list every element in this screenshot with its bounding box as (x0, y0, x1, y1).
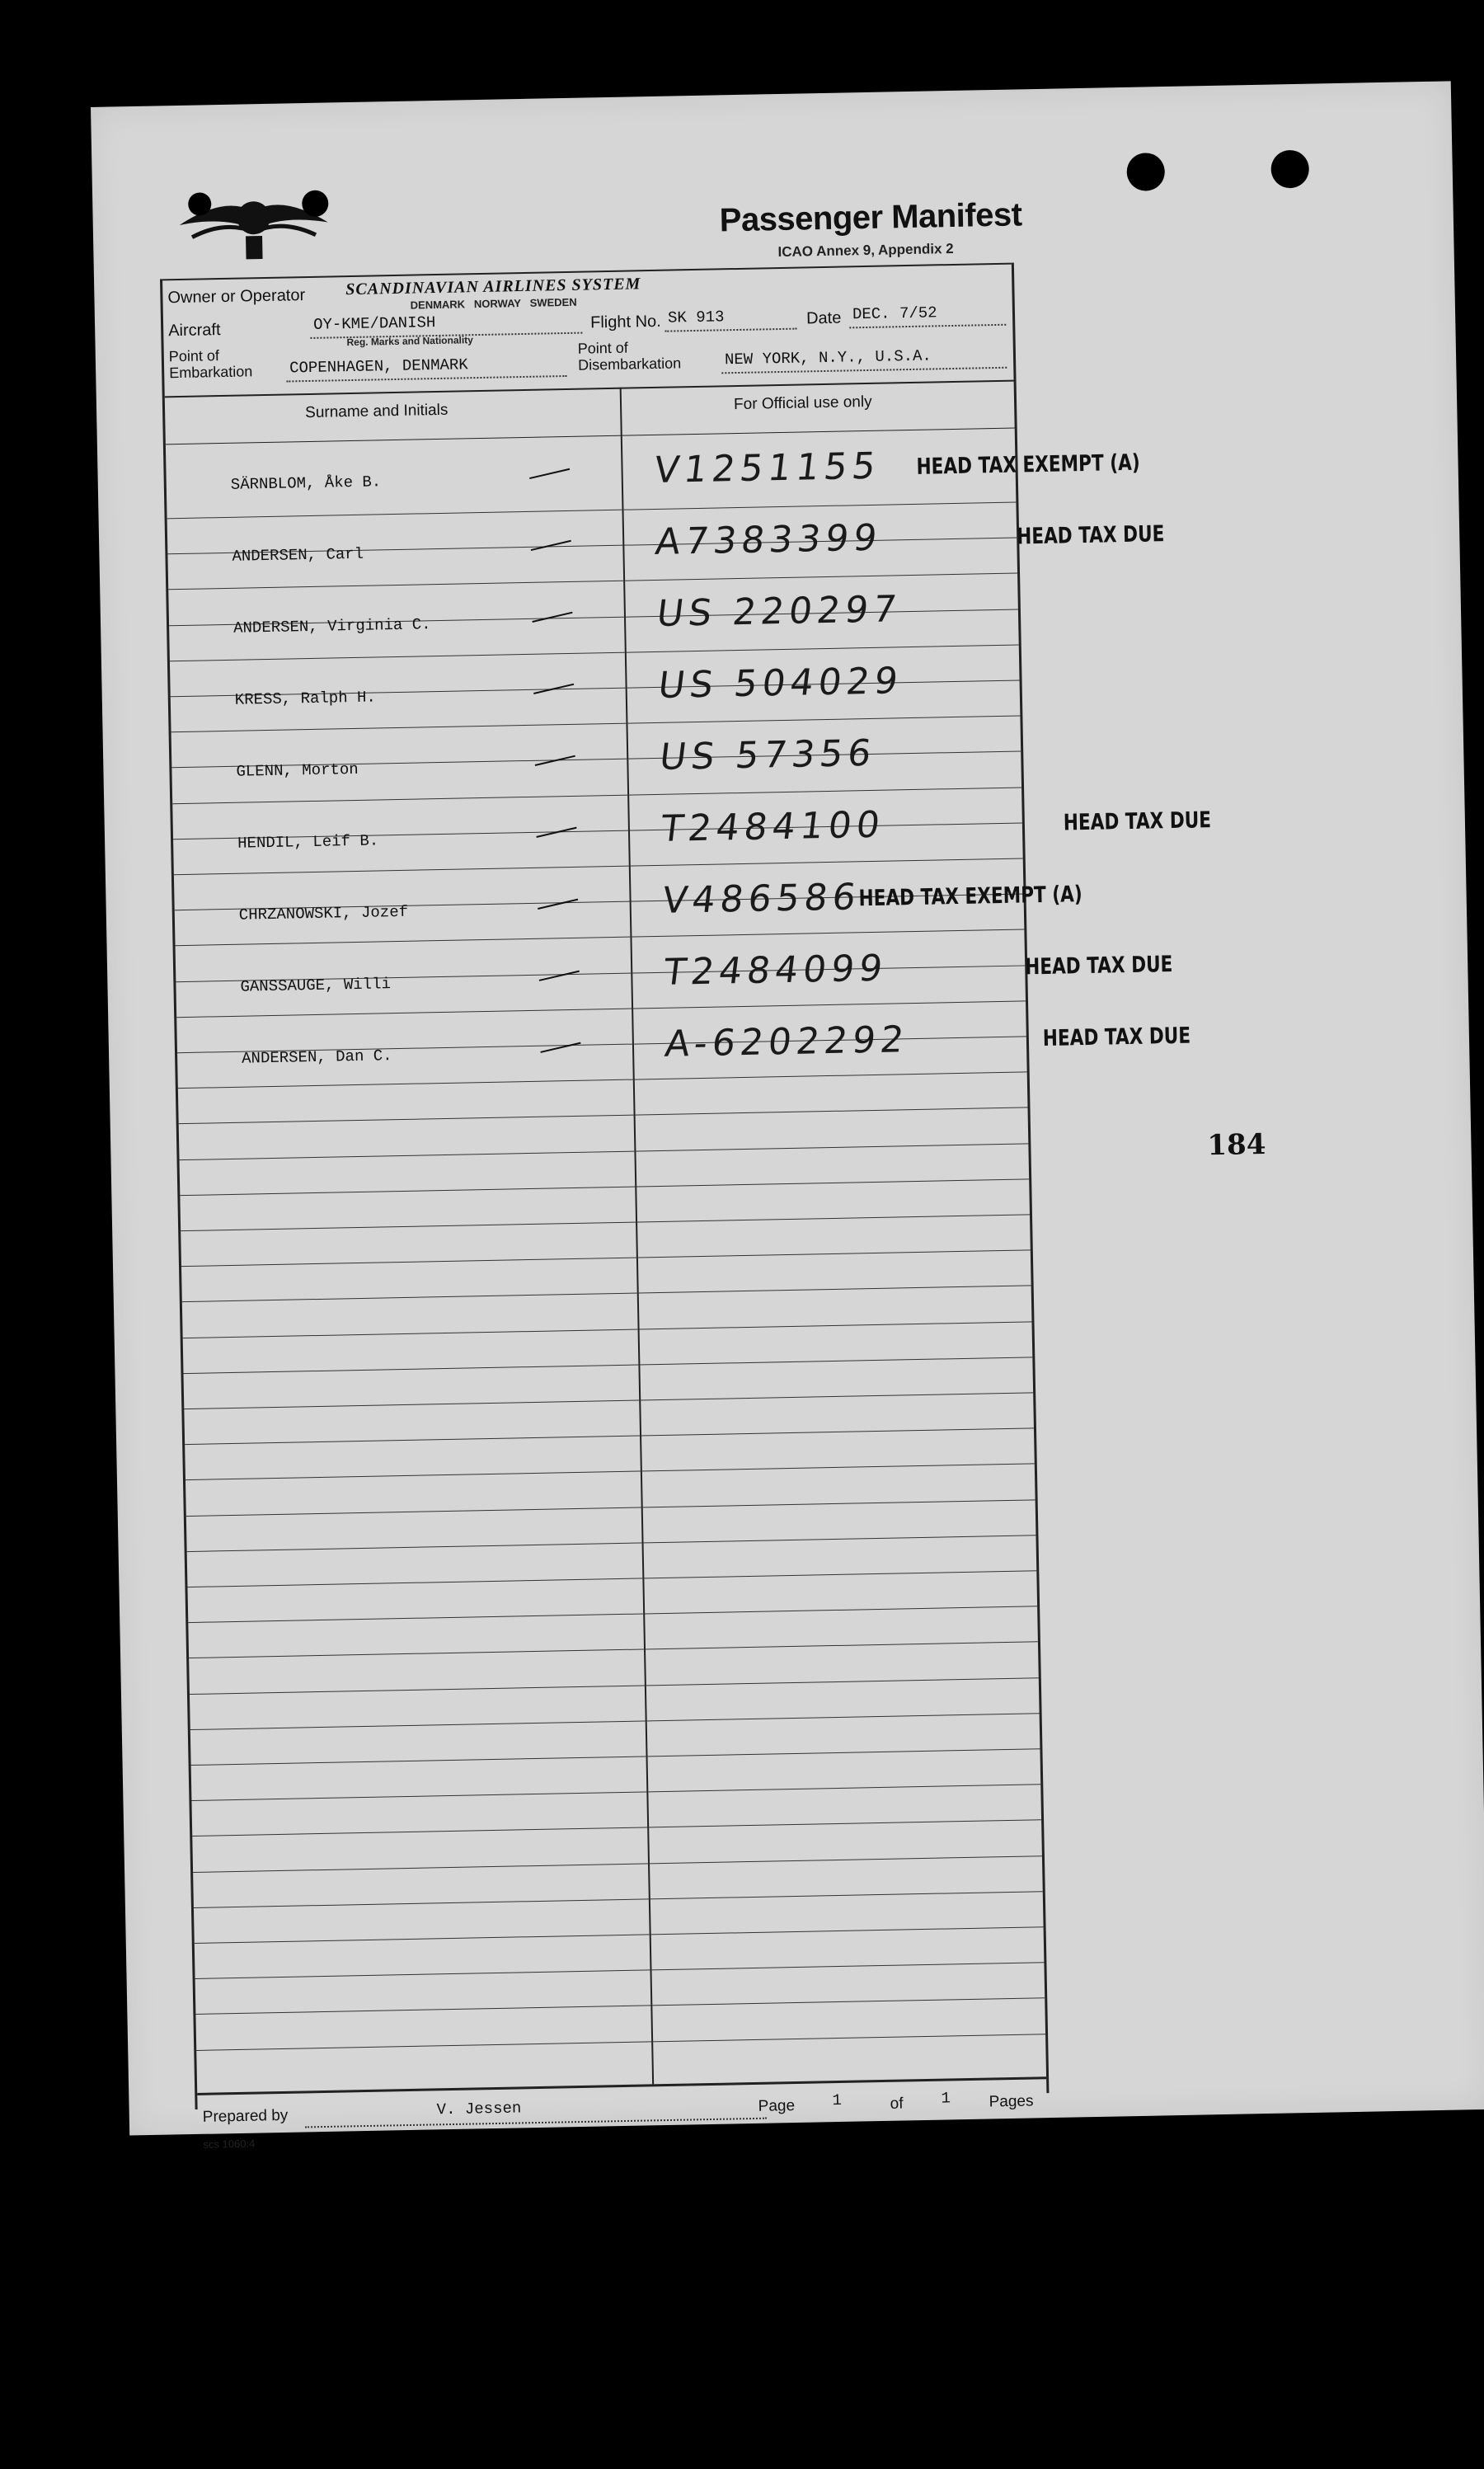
ruled-line (183, 1357, 1032, 1374)
ruled-line (179, 1108, 1028, 1125)
surname-column-header: Surname and Initials (304, 401, 448, 422)
form-footer (197, 2076, 1046, 2151)
head-tax-stamp: HEAD TAX EXEMPT (A) (916, 449, 1140, 480)
punch-hole (1126, 153, 1165, 191)
ruled-line (190, 1713, 1040, 1730)
official-handwritten-number: V1251155 (651, 444, 883, 492)
ruled-line (167, 502, 1017, 520)
passenger-name: CHRZANOWSKI, Jozef (238, 902, 409, 924)
check-mark-icon (538, 899, 578, 910)
official-column-header: For Official use only (733, 393, 872, 414)
check-mark-icon (540, 1042, 580, 1053)
ruled-line (180, 1178, 1029, 1196)
embark-value: COPENHAGEN, DENMARK (289, 355, 468, 378)
form-code: scs 1060:4 (203, 2137, 256, 2151)
ruled-line (191, 1748, 1040, 1766)
passenger-name: ANDERSEN, Virginia C. (232, 615, 431, 637)
ruled-line (195, 1962, 1045, 1979)
embark-label: Point of (168, 347, 220, 365)
owner-value: SCANDINAVIAN AIRLINES SYSTEM (345, 275, 641, 299)
ruled-line (181, 1214, 1030, 1231)
passenger-name: SÄRNBLOM, Åke B. (230, 473, 382, 494)
sheet-number: 184 (1207, 1127, 1266, 1163)
pages-label: Pages (989, 2092, 1034, 2111)
date-value: DEC. 7/52 (852, 303, 937, 324)
ruled-line (186, 1499, 1036, 1517)
check-mark-icon (529, 468, 570, 479)
head-tax-stamp: HEAD TAX DUE (1063, 807, 1212, 836)
official-handwritten-number: V486586 (660, 876, 863, 922)
aircraft-label: Aircraft (168, 321, 221, 341)
ruled-line (182, 1286, 1031, 1303)
passenger-name: ANDERSEN, Dan C. (241, 1046, 392, 1068)
countries-line: DENMARK NORWAY SWEDEN (410, 295, 577, 312)
ruled-line (176, 929, 1025, 947)
ruled-line (195, 1926, 1044, 1944)
check-mark-icon (539, 971, 580, 981)
of-label: of (890, 2095, 904, 2113)
ruled-line (178, 1072, 1027, 1089)
ruled-line (187, 1570, 1036, 1587)
official-handwritten-number: A7383399 (653, 516, 885, 564)
passenger-name: GANSSAUGE, Willi (240, 975, 392, 996)
ruled-line (191, 1784, 1040, 1801)
passenger-name: ANDERSEN, Carl (232, 544, 364, 566)
manifest-form (160, 263, 1212, 2151)
page-subtitle: ICAO Annex 9, Appendix 2 (777, 240, 954, 261)
ruled-line (180, 1143, 1029, 1160)
head-tax-stamp: HEAD TAX DUE (1042, 1023, 1191, 1052)
manifest-sheet (91, 81, 1484, 2151)
column-divider (620, 388, 655, 2085)
ruled-line (189, 1642, 1038, 1659)
ruled-line (174, 858, 1023, 875)
of-value: 1 (941, 2089, 951, 2108)
prepared-value: V. Jessen (436, 2099, 522, 2119)
official-handwritten-number: A-6202292 (662, 1018, 911, 1065)
ruled-line (193, 1855, 1042, 1873)
disembark-label-2: Disembarkation (577, 355, 682, 374)
page-value: 1 (832, 2090, 843, 2110)
ruled-line (196, 2034, 1045, 2051)
reg-marks-label: Reg. Marks and Nationality (346, 334, 474, 349)
ruled-line (194, 1891, 1043, 1908)
disembark-label: Point of (577, 339, 628, 357)
ruled-line (186, 1464, 1035, 1481)
official-handwritten-number: US 57356 (657, 731, 879, 778)
ruled-line (172, 787, 1021, 804)
prepared-label: Prepared by (202, 2106, 289, 2126)
aircraft-value: OY-KME/DANISH (312, 313, 436, 334)
passenger-name: GLENN, Morton (236, 760, 359, 781)
ruled-line (171, 716, 1021, 733)
ruled-line (195, 1998, 1045, 2015)
passenger-name: HENDIL, Leif B. (237, 831, 379, 853)
ruled-line (170, 644, 1019, 661)
official-handwritten-number: T2484099 (661, 947, 890, 994)
punch-hole (1270, 150, 1309, 189)
official-handwritten-number: T2484100 (658, 803, 887, 850)
flight-value: SK 913 (667, 308, 725, 327)
owner-label: Owner or Operator (167, 286, 306, 308)
passenger-name: KRESS, Ralph H. (234, 688, 377, 709)
airline-logo-icon (175, 176, 333, 270)
official-handwritten-number: US 504029 (655, 660, 905, 707)
head-tax-stamp: HEAD TAX DUE (1024, 952, 1173, 981)
ruled-line (190, 1677, 1039, 1695)
ruled-line (187, 1535, 1036, 1552)
page-title: Passenger Manifest (719, 196, 1022, 239)
head-tax-stamp: HEAD TAX EXEMPT (A) (858, 882, 1082, 912)
date-label: Date (805, 308, 842, 328)
ruled-line (183, 1321, 1032, 1338)
embark-label-2: Embarkation (169, 363, 253, 382)
ruled-line (181, 1250, 1031, 1267)
ruled-line (184, 1392, 1033, 1409)
flight-label: Flight No. (589, 312, 661, 332)
ruled-line (176, 1000, 1026, 1018)
head-tax-stamp: HEAD TAX DUE (1016, 521, 1165, 550)
page-label: Page (758, 2097, 796, 2115)
ruled-line (192, 1820, 1041, 1837)
disembark-value: NEW YORK, N.Y., U.S.A. (724, 346, 932, 369)
ruled-line (185, 1428, 1034, 1446)
ruled-line (188, 1606, 1037, 1623)
official-handwritten-number: US 220297 (654, 588, 904, 635)
